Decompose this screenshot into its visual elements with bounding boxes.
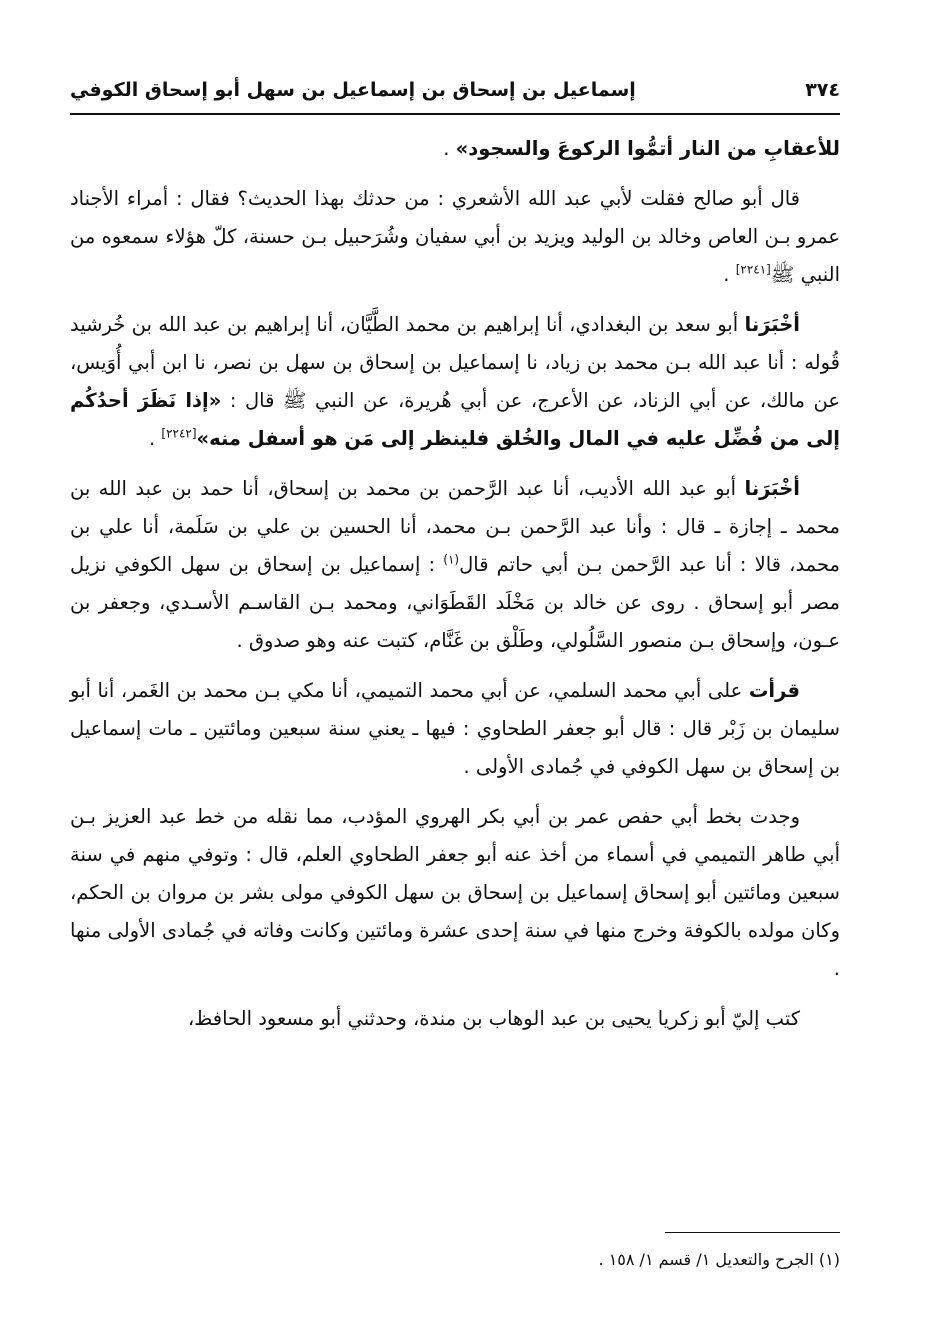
page-number: ٣٧٤ [805, 79, 840, 101]
text-segment: «إذا نَظَرَ أحدُكُم إلى من فُضِّل عليه في المال والخُلق فلينظر إلى مَن هو أسفل منه» [70, 389, 840, 450]
text-segment: قال أبو صالح فقلت لأبي عبد الله الأشعري : من حدثك بهذا الحديث؟ فقال : أمراء الأجناد عمرو بـن العاص وخالد بن الوليد ويزيد بن أبي سفيان وشُرَحبيل بـن حسنة، كلّ هؤلاء سمعوه من النبي ﷺ [70, 187, 840, 286]
text-segment: . [148, 427, 162, 450]
paragraph [70, 798, 840, 988]
text-segment: أبو سعد بن البغدادي، أنا إبراهيم بن محمد الطَّيَّان، أنا إبراهيم بن عبد الله بن خُرشيد قُوله : أنا عبد الله بـن محمد بن زياد، نا إسماعيل بن إسحاق بن سهل بن نصر، نا ابن أبي أُوَيس، عن مالك، عن أبي الزناد، عن الأعرج، عن أبي هُريرة، عن النبي ﷺ قال : [70, 313, 840, 412]
text-segment: أبو عبد الله الأديب، أنا عبد الرَّحمن بن محمد بن إسحاق، أنا حمد بن عبد الله بن محمد ـ إجازة ـ قال : وأنا عبد الرَّحمن بـن محمد، أنا الحسين بن علي بن سَلَمة، أنا علي بن محمد، قالا : أنا عبد الرَّحمن بـن أبي حاتم قال [70, 477, 840, 576]
paragraph [70, 180, 840, 294]
text-segment: كتب إليّ أبو زكريا يحيى بن عبد الوهاب بن مندة، وحدثني أبو مسعود الحافظ، [187, 1007, 800, 1030]
footnote-rule [665, 1232, 840, 1233]
paragraph [70, 130, 840, 168]
header-rule [70, 113, 840, 115]
text-segment: للأعقابِ من النار أتمُّوا الركوعَ والسجود» [455, 137, 840, 160]
text-segment: قرأت [748, 679, 800, 702]
reference-marker: [٢٢٤٢] [161, 426, 197, 441]
reference-marker: (١) [443, 552, 460, 567]
reference-marker: [٢٢٤١] [735, 262, 771, 277]
paragraph [70, 672, 840, 786]
text-segment: أخْبَرَنا [744, 313, 800, 336]
text-segment: . [443, 137, 456, 160]
running-title: إسماعيل بن إسحاق بن إسماعيل بن سهل أبو إسحاق الكوفي [70, 79, 636, 101]
body-text [70, 130, 840, 1050]
paragraph [70, 306, 840, 458]
text-segment: على أبي محمد السلمي، عن أبي محمد التميمي، أنا مكي بـن محمد بن الغَمر، أنا أبو سليمان بن زَبْر قال : قال أبو جعفر الطحاوي : فيها ـ يعني سنة سبعين ومائتين ـ مات إسماعيل بن إسحاق بن سهل الكوفي في جُمادى الأولى . [70, 679, 840, 778]
text-segment: . [723, 263, 736, 286]
paragraph [70, 470, 840, 660]
text-segment: أخْبَرَنا [744, 477, 800, 500]
text-segment: وجدت بخط أبي حفص عمر بن أبي بكر الهروي المؤدب، مما نقله من خط عبد العزيز بـن أبي طاهر التميمي في أسماء من أخذ عنه أبو جعفر الطحاوي العلم، قال : وتوفي منهم في سنة سبعين ومائتين أبو إسحاق إسماعيل بن إسحاق بن سهل الكوفي مولى بشر بن مروان بن الحكم، وكان مولده بالكوفة وخرج منها في سنة إحدى عشرة ومائتين وكانت وفاته في جُمادى الأولى منها . [70, 805, 840, 980]
page-header [70, 68, 840, 112]
footnote: (١) الجرح والتعديل ١/ قسم ١/ ١٥٨ . [598, 1250, 840, 1269]
paragraph [70, 1000, 840, 1038]
text-segment: : إسماعيل بن إسحاق بن سهل الكوفي نزيل مصر أبو إسحاق . روى عن خالد بن مَخْلَد القَطَوَاني، ومحمد بـن القاسـم الأسـدي، وجعفر بن عـون، وإسحاق بـن منصور السَّلُولي، وطَلْق بن غَنَّام، كتبت عنه وهو صدوق . [70, 553, 840, 652]
